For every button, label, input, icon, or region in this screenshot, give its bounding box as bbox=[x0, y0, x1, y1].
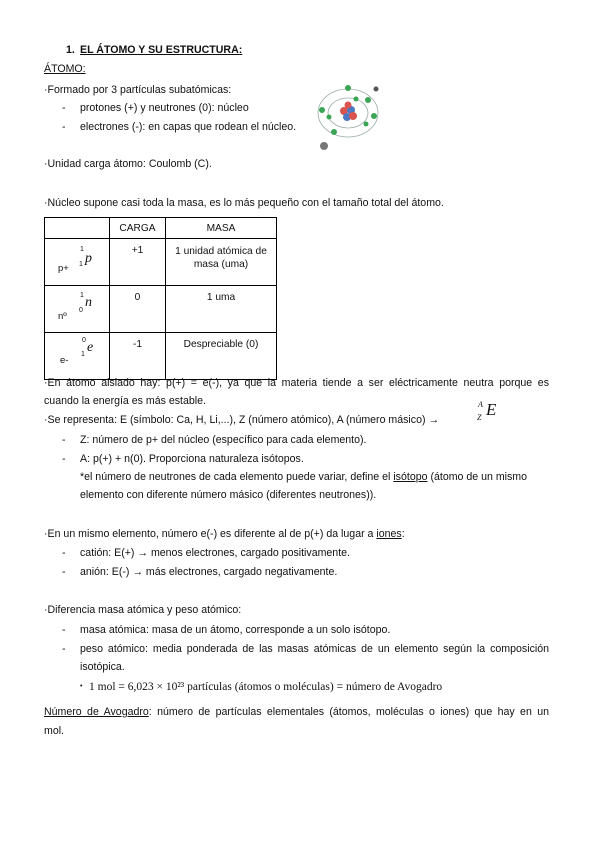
notation-e: E bbox=[486, 400, 497, 419]
table-row bbox=[45, 286, 110, 333]
particle-item: electrones (-): en capas que rodean el núcleo. bbox=[80, 121, 297, 133]
particle-sup: 1 bbox=[80, 292, 84, 299]
particle-label: e- bbox=[60, 355, 69, 366]
section-number: 1. bbox=[66, 44, 75, 56]
particle-sub: 1 bbox=[79, 261, 83, 268]
particle-sub: 0 bbox=[79, 307, 83, 314]
isotope-line-1 bbox=[80, 471, 527, 483]
table-cell-mass: Despreciable (0) bbox=[166, 333, 277, 380]
representa-text: ·Se representa: E (símbolo: Ca, H, Li,...), Z (número atómico), A (número másico) → bbox=[44, 414, 440, 426]
mol-bullet: • bbox=[80, 683, 83, 690]
particle-sup: 1 bbox=[80, 246, 84, 253]
unidad-carga-text: ·Unidad carga átomo: Coulomb (C). bbox=[44, 158, 212, 170]
particle-symbol: n bbox=[85, 295, 92, 310]
table-cell-charge: +1 bbox=[110, 239, 166, 286]
isotope-text: (átomo de un mismo bbox=[430, 471, 528, 483]
iones-line bbox=[44, 528, 405, 540]
cation-item: catión: E(+) → menos electrones, cargado positivamente. bbox=[80, 547, 350, 559]
particle-item: protones (+) y neutrones (0): núcleo bbox=[80, 102, 249, 114]
table-header bbox=[45, 218, 110, 239]
table-header: CARGA bbox=[110, 218, 166, 239]
formado-text: ·Formado por 3 partículas subatómicas: bbox=[44, 84, 232, 96]
masa-item: masa atómica: masa de un átomo, corresponde a un solo isótopo. bbox=[80, 624, 391, 636]
mol-text: 1 mol = 6,023 × 10²³ partículas (átomos o moléculas) = número de Avogadro bbox=[89, 681, 443, 693]
aislado-line-2: cuando la energía es más estable. bbox=[44, 395, 206, 407]
table-cell-mass: 1 unidad atómica de masa (uma) bbox=[166, 239, 277, 286]
isotope-line-2: elemento con diferente número másico (diferentes neutrones)). bbox=[80, 489, 377, 501]
dash: - bbox=[62, 453, 66, 465]
particle-label: p+ bbox=[58, 263, 69, 274]
dash: - bbox=[62, 624, 66, 636]
page-title: EL ÁTOMO Y SU ESTRUCTURA: bbox=[80, 44, 243, 56]
table-cell-mass: 1 uma bbox=[166, 286, 277, 333]
z-item: Z: número de p+ del núcleo (específico para cada elemento). bbox=[80, 434, 367, 446]
particle-table bbox=[44, 217, 277, 380]
table-cell-charge: 0 bbox=[110, 286, 166, 333]
dash: - bbox=[62, 566, 66, 578]
notation-z: Z bbox=[477, 413, 482, 422]
atomo-heading: ÁTOMO: bbox=[44, 63, 86, 75]
anion-item: anión: E(-) → más electrones, cargado negativamente. bbox=[80, 566, 338, 578]
particle-sup: 0 bbox=[82, 337, 86, 344]
dash: - bbox=[62, 643, 66, 655]
isotope-word: isótopo bbox=[393, 471, 428, 483]
aislado-line-1: ·En átomo aislado hay: p(+) = e(-), ya que la materia tiende a ser eléctricamente neutra porque es bbox=[44, 377, 549, 389]
peso-item-line-1: peso atómico: media ponderada de las masas atómicas de un elemento según la composición bbox=[80, 643, 549, 655]
table-row bbox=[45, 333, 110, 380]
iones-text: ·En un mismo elemento, número e(-) es diferente al de p(+) da lugar a bbox=[44, 528, 374, 540]
particle-symbol: p bbox=[85, 251, 92, 266]
particle-label: nº bbox=[58, 311, 67, 322]
table-header: MASA bbox=[166, 218, 277, 239]
avogadro-line-2: mol. bbox=[44, 725, 65, 737]
iones-colon: : bbox=[401, 528, 405, 540]
notation-a: A bbox=[478, 400, 483, 409]
a-item: A: p(+) + n(0). Proporciona naturaleza isótopos. bbox=[80, 453, 304, 465]
atom-illustration-icon bbox=[314, 80, 386, 150]
particle-symbol: e bbox=[87, 340, 94, 355]
iones-word: iones bbox=[376, 528, 402, 540]
diferencia-text: ·Diferencia masa atómica y peso atómico: bbox=[44, 604, 242, 616]
nucleo-text: ·Núcleo supone casi toda la masa, es lo más pequeño con el tamaño total del átomo. bbox=[44, 197, 444, 209]
table-cell-charge: -1 bbox=[110, 333, 166, 380]
avogadro-line-1 bbox=[44, 706, 549, 718]
dash: - bbox=[62, 434, 66, 446]
particle-sub: 1 bbox=[81, 351, 85, 358]
dash: - bbox=[62, 102, 66, 114]
peso-item-line-2: isotópica. bbox=[80, 661, 125, 673]
avogadro-text: : número de partículas elementales (átomos, moléculas o iones) que hay en un bbox=[148, 706, 549, 718]
table-row bbox=[45, 239, 110, 286]
avogadro-word: Número de Avogadro bbox=[44, 706, 149, 718]
dash: - bbox=[62, 121, 66, 133]
isotope-text: *el número de neutrones de cada elemento puede variar, define el bbox=[80, 471, 391, 483]
dash: - bbox=[62, 547, 66, 559]
